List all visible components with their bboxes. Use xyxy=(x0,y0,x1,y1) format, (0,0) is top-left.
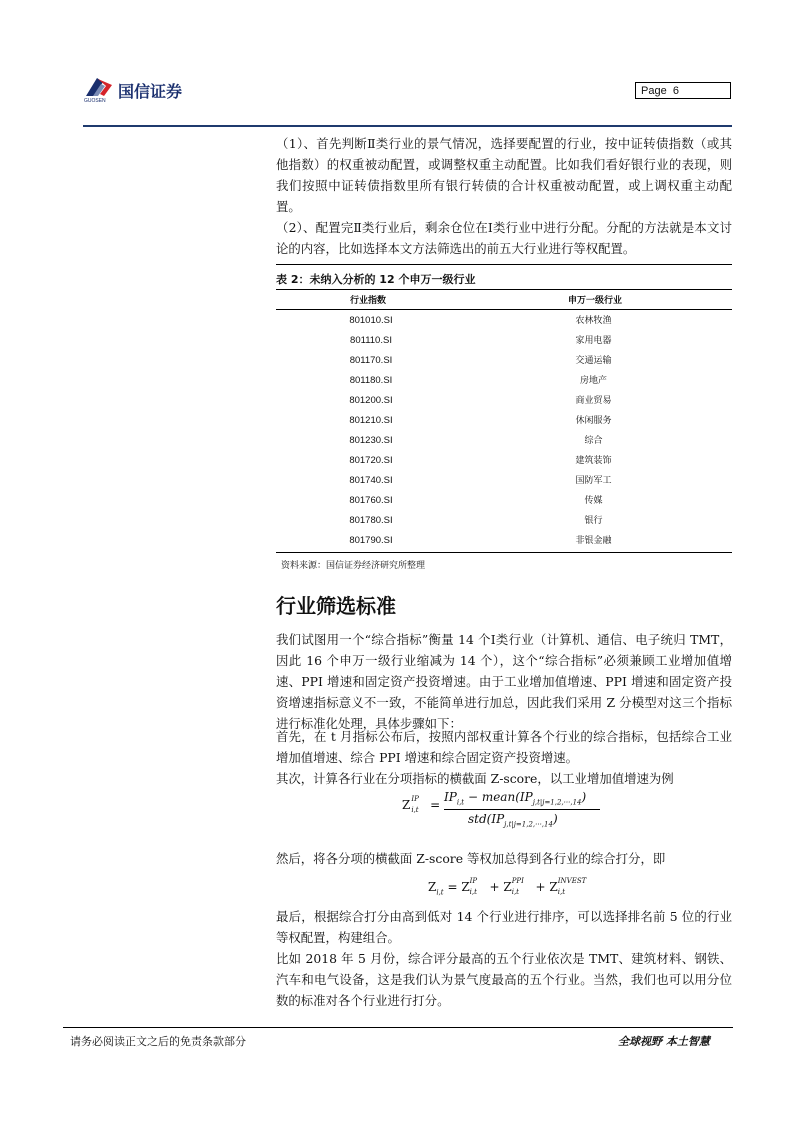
cell-industry: 农林牧渔 xyxy=(575,316,612,326)
cell-code: 801210.SI xyxy=(349,415,393,426)
table-row xyxy=(276,511,732,531)
table-bottom-rule xyxy=(276,552,732,553)
table-row xyxy=(276,331,732,351)
cell-code: 801170.SI xyxy=(349,355,393,366)
table-header-code: 行业指数 xyxy=(350,296,387,306)
formula1-sup: IP xyxy=(411,795,419,803)
cell-industry: 商业贸易 xyxy=(575,396,612,406)
table-row xyxy=(276,391,732,411)
logo-mark-icon xyxy=(84,76,114,98)
formula1-sub: i,t xyxy=(411,806,419,814)
section-title: 行业筛选标准 xyxy=(276,594,396,618)
paragraph-first-step: 首先，在 t 月指标公布后，按照内部权重计算各个行业的综合指标，包括综合工业增加值增速、综合 PPI 增速和综合固定资产投资增速。 xyxy=(276,729,732,765)
header-divider xyxy=(83,125,732,127)
cell-code: 801740.SI xyxy=(349,475,393,486)
cell-code: 801110.SI xyxy=(350,335,392,346)
table-row xyxy=(276,411,732,431)
formula1-den-std: std xyxy=(468,812,487,826)
page-label: Page xyxy=(641,85,667,97)
formula1-den-sub: j,t|j=1,2,···,14 xyxy=(504,820,553,829)
table-source: 资料来源：国信证券经济研究所整理 xyxy=(281,561,426,571)
formula2-lhs: Z xyxy=(428,880,437,894)
formula2-t3-sub: i,t xyxy=(557,888,566,896)
page-indicator xyxy=(635,82,731,99)
cell-industry: 银行 xyxy=(584,516,603,526)
cell-code: 801180.SI xyxy=(349,375,393,386)
cell-code: 801790.SI xyxy=(349,535,393,546)
table-row xyxy=(276,471,732,491)
cell-industry: 休闲服务 xyxy=(575,416,612,426)
formula2-t2-sup: PPI xyxy=(511,877,524,885)
table-row xyxy=(276,351,732,371)
formula1-num-b-sub: j,t|j=1,2,···,14 xyxy=(532,798,582,807)
cell-code: 801720.SI xyxy=(349,455,393,466)
cell-industry: 家用电器 xyxy=(575,336,612,346)
formula1-lhs: Z xyxy=(402,798,411,812)
cell-industry: 房地产 xyxy=(579,376,607,386)
table-row xyxy=(276,491,732,511)
table-title-rule xyxy=(276,289,732,290)
table-row xyxy=(276,451,732,471)
formula1-num-op: − xyxy=(467,790,478,804)
paragraph-step-1: （1）、首先判断Ⅱ类行业的景气情况，选择要配置的行业，按中证转债指数（或其他指数）的权重被动配置，或调整权重主动配置。比如我们看好银行业的表现，则我们按照中证转债指数里所有银行转债的合计权重被动配置，或上调权重主动配置。 xyxy=(276,136,732,214)
cell-industry: 国防军工 xyxy=(575,476,612,486)
paragraph-intro: 我们试图用一个“综合指标”衡量 14 个Ⅰ类行业（计算机、通信、电子统归 TMT，因此 16 个申万一级行业缩减为 14 个），这个“综合指标”必须兼顾工业增加值增速、PPI 增速和固定资产投资增速。由于工业增加值增速、PPI 增速和固定资产投资增速指标意义不一致，不能简单进行加总，因此我们采用 Z 分模型对这三个指标进行标准化处理，具体步骤如下： xyxy=(276,632,732,731)
table-header-rule xyxy=(276,309,732,310)
formula2-lhs-sub: i,t xyxy=(436,888,444,897)
table-row xyxy=(276,371,732,391)
cell-industry: 交通运输 xyxy=(575,356,612,366)
logo-subtext: GUOSEN xyxy=(84,98,106,104)
cell-industry: 建筑装饰 xyxy=(575,456,612,466)
table-row xyxy=(276,311,732,331)
paragraph-example: 比如 2018 年 5 月份，综合评分最高的五个行业依次是 TMT、建筑材料、钢铁、汽车和电气设备，这是我们认为景气度最高的五个行业。当然，我们也可以用分位数的标准对各个行业进行打分。 xyxy=(276,951,732,1008)
footer-disclaimer: 请务必阅读正文之后的免责条款部分 xyxy=(70,1035,246,1048)
formula2-t2-sub: i,t xyxy=(511,888,519,896)
table-top-rule xyxy=(276,264,732,265)
formula1-num-mean: mean xyxy=(481,790,516,804)
paragraph-final-step: 最后，根据综合打分由高到低对 14 个行业进行排序，可以选择排名前 5 位的行业等权配置，构建组合。 xyxy=(276,909,732,945)
logo-text: 国信证券 xyxy=(118,82,183,101)
cell-code: 801780.SI xyxy=(349,515,393,526)
cell-code: 801200.SI xyxy=(349,395,393,406)
cell-code: 801230.SI xyxy=(349,435,393,446)
table-row xyxy=(276,431,732,451)
page-number: 6 xyxy=(672,85,679,97)
cell-code: 801010.SI xyxy=(349,315,393,326)
formula2-t1-sup: IP xyxy=(469,877,478,885)
paragraph-step-2: （2）、配置完Ⅱ类行业后，剩余仓位在Ⅰ类行业中进行分配。分配的方法就是本文讨论的内容，比如选择本文方法筛选出的前五大行业进行等权配置。 xyxy=(276,220,732,256)
paragraph-second-step: 其次，计算各行业在分项指标的横截面 Z-score，以工业增加值增速为例 xyxy=(276,771,674,786)
table-row xyxy=(276,531,732,551)
cell-code: 801760.SI xyxy=(349,495,393,506)
formula1-num-a-sub: i,t xyxy=(456,798,465,807)
cell-industry: 非银金融 xyxy=(575,536,612,546)
cell-industry: 传媒 xyxy=(584,496,603,506)
footer-slogan: 全球视野 本土智慧 xyxy=(618,1035,710,1048)
formula-composite: $Z_{i,t} = Z$ IP i,t + Z PPI i,t + Z INVEST i,t xyxy=(428,877,587,897)
formula2-t3-sup: INVEST xyxy=(557,877,587,885)
table-title: 表 2：未纳入分析的 12 个申万一级行业 xyxy=(276,273,476,286)
formula2-t1-sub: i,t xyxy=(469,888,477,896)
paragraph-third-step: 然后，将各分项的横截面 Z-score 等权加总得到各行业的综合打分，即 xyxy=(276,851,666,866)
table-header-industry: 申万一级行业 xyxy=(568,296,623,306)
formula1-num-a: IP xyxy=(444,790,457,804)
cell-industry: 综合 xyxy=(584,436,603,446)
footer-divider xyxy=(63,1027,733,1028)
guosen-logo xyxy=(84,76,204,102)
fraction-bar xyxy=(444,809,600,810)
